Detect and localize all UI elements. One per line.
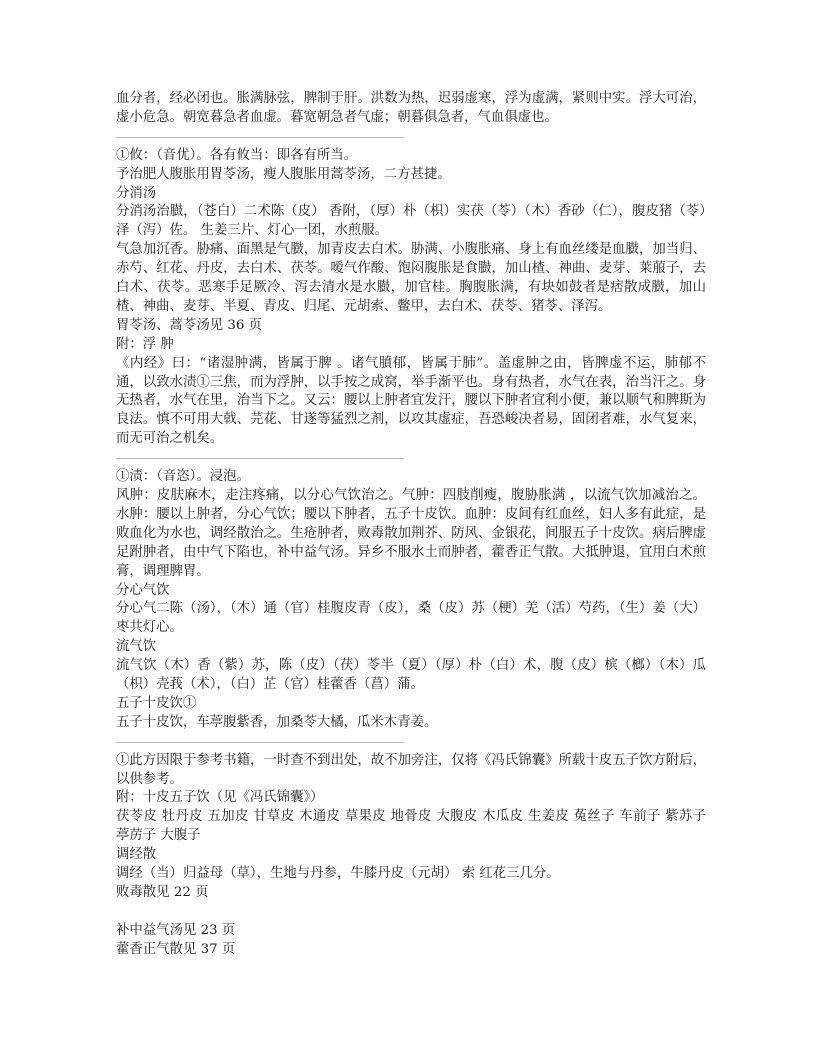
page-reference-weiling-tang: 胃苓汤、蒿苓汤见 36 页: [116, 317, 263, 333]
heading-edema: 附：浮 肿: [116, 336, 174, 352]
footnote-separator: [116, 733, 706, 752]
paragraph-neijing-edema: 《内经》曰：“诸湿肿满，皆属于脾 。诸气膹郁，皆属于肺”。盖虚肿之由，皆脾虚不运，肺郁不通，以致水渍①三焦，而为浮肿，以手按之成窝，举手渐平也。身有热者，水气在表，治当汗之。身无热者，水气在里，治当下之。又云：腰以上肿者宜发汗，腰以下肿者宜利小便，兼以顺气和脾斯为良法。慎不可用大戟、芫花、甘遂等猛烈之剂，以攻其虚症，吾恐峻决者易，固闭者难，水气复来，而无可治之机矣。: [116, 355, 706, 447]
footnote-separator: [116, 128, 706, 147]
blank-line: [116, 903, 706, 922]
paragraph-treatment-note: 予治肥人腹胀用胃苓汤，瘦人腹胀用蒿苓汤，二方甚捷。: [116, 166, 451, 182]
footnote-you: ①攸：（音优）。各有攸当：即各有所当。: [116, 147, 358, 163]
paragraph-tiaojing-san-formula: 调经（当）归益母（草），生地与丹参，牛膝丹皮（元胡） 索 红花三几分。: [116, 866, 560, 882]
footnote-wuzi-shipi-yin: ①此方因限于参考书籍，一时查不到出处，故不加旁注，仅将《冯氏锦囊》所载十皮五子饮方附后，以供参考。: [116, 752, 706, 787]
paragraph-pulse-diagnosis: 血分者，经必闭也。胀满脉弦，脾制于肝。洪数为热，迟弱虚寒，浮为虚满，紧则中实。浮大可治，虚小危急。朝宽暮急者血虚。暮宽朝急者气虚；朝暮俱急者，气血俱虚也。: [116, 91, 706, 125]
heading-liu-qi-yin: 流气饮: [116, 639, 157, 655]
paragraph-edema-types: 风肿：皮肤麻木，走注疼痛，以分心气饮治之。气肿：四肢削瘦，腹胁胀满 ，以流气饮加减治之。水肿：腰以上肿者，分心气饮；腰以下肿者，五子十皮饮。血肿：皮间有红血丝，妇人多有此症，是败血化为水也，调经散治之。生疮肿者，败毒散加荆芥、防风、金银花，间服五子十皮饮。病后脾虚足跗肿者，由中气下陷也，补中益气汤。异乡不服水土而肿者，藿香正气散。大抵肿退，宜用白术煎膏，调理脾胃。: [116, 488, 706, 579]
paragraph-fenxiao-tang-modifications: 气急加沉香。胁痛、面黑是气臌，加青皮去白术。胁满、小腹胀痛、身上有血丝缕是血臌，加当归、赤芍、红花、丹皮，去白术、茯苓。嗳气作酸、饱闷腹胀是食臌，加山楂、神曲、麦芽、莱菔子，去白术、茯苓。恶寒手足厥冷、泻去清水是水臌，加官桂。胸腹胀满，有块如鼓者是痞散成臌，加山楂、神曲、麦芽、半夏、青皮、归尾、元胡索、鳖甲，去白术、茯苓、猪苓、泽泻。: [116, 242, 706, 314]
paragraph-fenxiao-tang-formula: 分消汤治臌，（苍白）二术陈（皮） 香附，（厚）朴（枳）实茯（苓）（木）香砂（仁），腹皮猪（苓）泽（泻）佐。 生姜三片、灯心一团，水煎服。: [116, 204, 706, 239]
heading-wuzi-shipi-yin: 五子十皮饮①: [116, 695, 197, 711]
heading-tiaojing-san: 调经散: [116, 847, 157, 863]
paragraph-shipi-wuzi-yin-ingredients: 茯苓皮 牡丹皮 五加皮 甘草皮 木通皮 草果皮 地骨皮 大腹皮 木瓜皮 生姜皮 菟丝子 车前子 紫苏子 葶苈子 大腹子: [116, 809, 706, 844]
page-reference-huoxiang-zhengqi-san: 藿香正气散见 37 页: [116, 941, 236, 957]
heading-fenxin-qi-yin: 分心气饮: [116, 582, 170, 598]
footnote-separator: [116, 449, 706, 468]
heading-shipi-wuzi-yin: 附：十皮五子饮（见《冯氏锦囊》）: [116, 790, 324, 806]
paragraph-liu-qi-yin-formula: 流气饮（木）香（紫）苏，陈（皮）（茯）苓半（夏）（厚）朴（白）术，腹（皮）槟（榔）（木）瓜 （枳）壳莪（术），（白）芷（官）桂藿香（菖）蒲。: [116, 658, 706, 693]
footnote-zi: ①渍：（音恣）。浸泡。: [116, 469, 250, 485]
paragraph-wuzi-shipi-yin-formula: 五子十皮饮，车葶腹紫香，加桑苓大橘，瓜米木青姜。: [116, 714, 438, 730]
page-reference-buzhong-yiqi-tang: 补中益气汤见 23 页: [116, 922, 236, 938]
paragraph-fenxin-qi-yin-formula: 分心气二陈（汤），（木）通（官）桂腹皮青（皮），桑（皮）苏（梗）羌（活）芍药，（生）姜（大）枣共灯心。: [116, 601, 706, 636]
page-reference-baidu-san: 败毒散见 22 页: [116, 885, 209, 901]
heading-fenxiao-tang: 分消汤: [116, 185, 157, 201]
document-page: [116, 90, 706, 960]
